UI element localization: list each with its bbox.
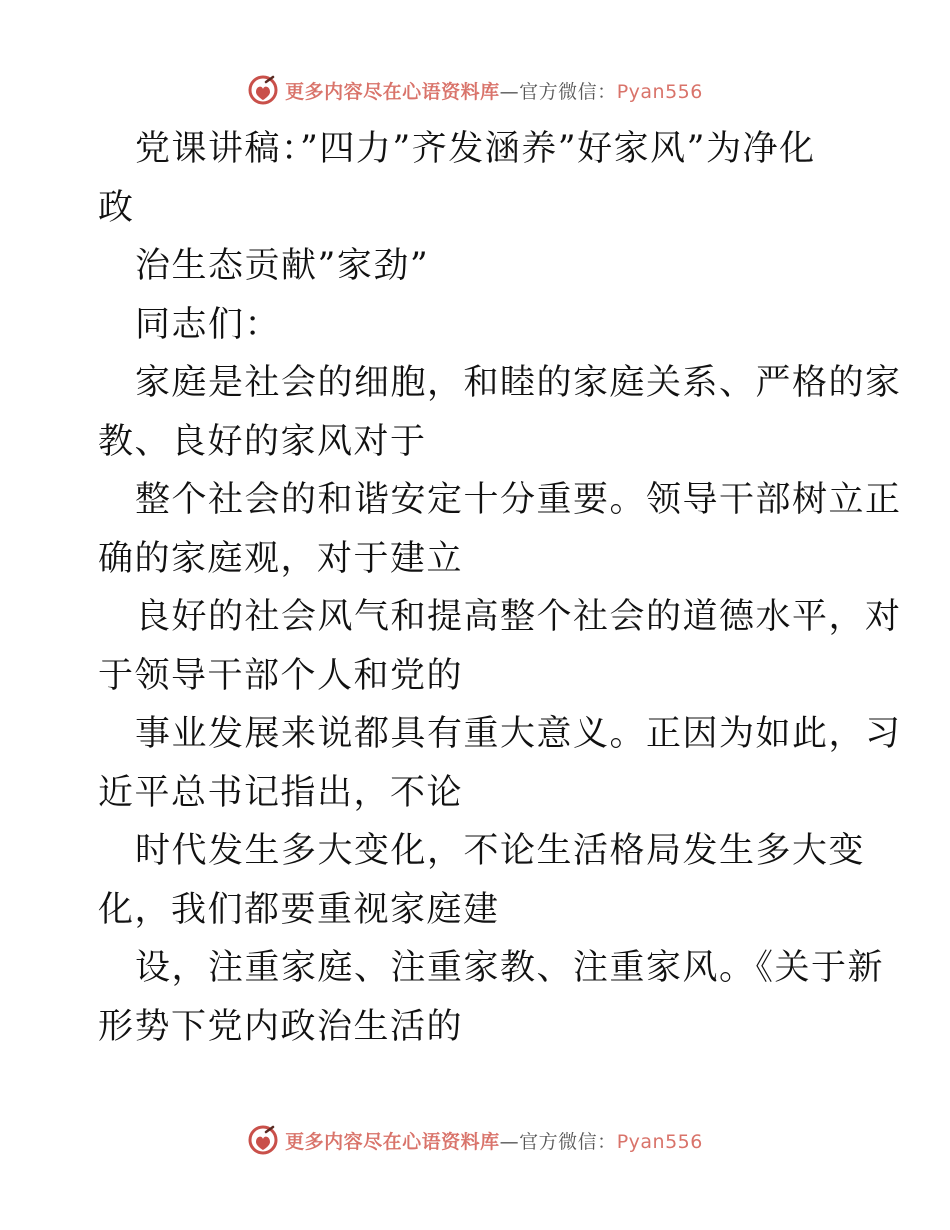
header-watermark xyxy=(0,70,950,110)
text-line: 事业发展来说都具有重大意义。正因为如此，习 xyxy=(135,714,902,754)
text-line: 化，我们都要重视家庭建 xyxy=(98,889,500,930)
watermark-text xyxy=(285,1127,703,1154)
watermark-sub: —官方微信： xyxy=(499,80,617,103)
watermark-main: 更多内容尽在心语资料库 xyxy=(285,1130,500,1153)
text-line: 整个社会的和谐安定十分重要。领导干部树立正 xyxy=(135,480,902,520)
text-line: 家庭是社会的细胞，和睦的家庭关系、严格的家 xyxy=(135,363,902,403)
text-line: 形势下党内政治生活的 xyxy=(98,1006,464,1047)
text-line: 于领导干部个人和党的 xyxy=(98,655,464,696)
text-line: 政 xyxy=(98,187,135,228)
document-body xyxy=(98,120,902,1056)
text-line: 良好的社会风气和提高整个社会的道德水平，对 xyxy=(135,597,902,637)
text-line: 教、良好的家风对于 xyxy=(98,421,427,462)
footer-watermark xyxy=(0,1120,950,1160)
text-line: 治生态贡献”家劲” xyxy=(135,246,430,286)
watermark-main: 更多内容尽在心语资料库 xyxy=(285,80,500,103)
text-line: 时代发生多大变化，不论生活格局发生多大变 xyxy=(135,831,866,871)
watermark-text xyxy=(285,77,703,104)
watermark-handle: Pyan556 xyxy=(616,80,703,103)
watermark-handle: Pyan556 xyxy=(616,1130,703,1153)
watermark-sub: —官方微信： xyxy=(499,1130,617,1153)
text-line: 确的家庭观，对于建立 xyxy=(98,538,464,579)
text-line: 党课讲稿：”四力”齐发涵养”好家风”为净化 xyxy=(135,129,816,169)
heart-pen-logo-icon xyxy=(247,74,279,106)
text-line: 近平总书记指出，不论 xyxy=(98,772,464,813)
text-line: 同志们： xyxy=(135,304,282,345)
heart-pen-logo-icon xyxy=(247,1124,279,1156)
text-line: 设，注重家庭、注重家教、注重家风。《关于新 xyxy=(135,948,885,988)
